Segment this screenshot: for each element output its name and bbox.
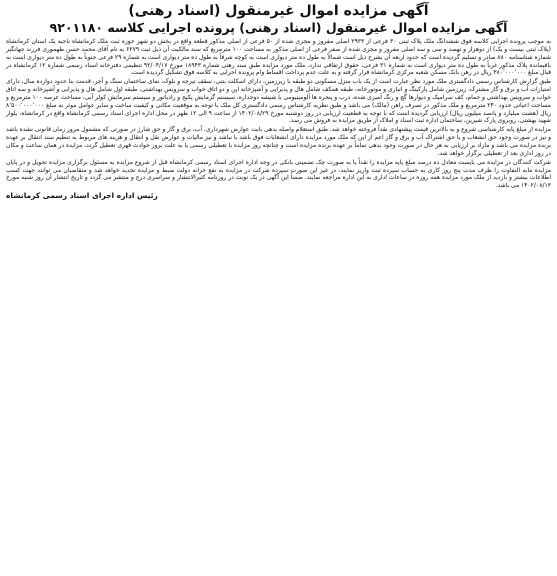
notice-paragraph-deposit: شرکت کنندگان در مزایده می بایست معادل ده درصد مبلغ پایه مزایده را نقداً یا به صورت چک تضمینی بانکی در وجه اداره اجرای اسناد رسمی کرمانشاه قبل از شروع مزایده به مسئول برگزاری مزایده تحویل و در پایان مزایده مابه التفاوت را ظرف مدت پنج روز کاری به حساب سپرده ثبت واریز نمایند، در غیر این صورت سپرده شرکت در مزایده به نفع خزانه دولت ضبط و مزایده تجدید خواهد شد و متقاضیان می توانند جهت کسب اطلاعات بیشتر و بازدید از ملک مورد مزایده همه روزه در ساعات اداری به این اداره مراجعه نمایند. ضمناً این آگهی در یک نوبت در روزنامه کثیرالانتشار و سراسری درج و منتشر می گردد و تاریخ انتشار آن روز شنبه مورخ ۱۴۰۲/۰۸/۱۳ می باشد. — [6, 158, 551, 190]
notice-subtitle: آگهی مزایده اموال غیرمنقول (اسناد رهنی) پرونده اجرایی کلاسه ۹۲۰۱۱۸۰ — [49, 20, 508, 35]
notice-paragraph-property: به موجب پرونده اجرایی کلاسه فوق ششدانگ ملک پلاک ثبتی ۳۰ فرعی از ۲۹۳۳ اصلی مفروز و مجزی شده از ۵۰ فرعی از اصلی مذکور قطعه واقع در بخش دو شهر حوزه ثبت ملک کرمانشاه ناحیه یک استان کرمانشاه (پلاک ثبتی بیست و یک) از دوهزار و نهصد و سی و سه اصلی مفروز و مجزی شده از صفر فرعی از اصلی مذکور به مساحت ۱۰۰ مترمربع که سند مالکیت آن ذیل ثبت ۶۲۷۹ به نام آقای محمد حسن طهموری فرزند جهانگیر شماره شناسنامه ۸۸۰ صادر و تسلیم گردیده است که حدود اربعه آن بشرح ذیل است شمالاً به طول ده متر دیواری است به کوچه شرقاً به طول ده متر دیواری است به شماره ۲۹ فرعی جنوباً به طول ده متر دیواری است به باقیمانده پلاک مذکور غرباً به طول ده متر دیواری است به شماره ۳۱ فرعی، حقوق ارتفاقی ندارد. ملک مورد مزایده طبق سند رهنی شماره ۱۸۹۴۳ مورخ ۹۲/۰۴/۱۷ تنظیمی دفترخانه اسناد رسمی شماره ۱۲ کرمانشاه در قبال مبلغ ۳۸۰٬۰۰۰٬۰۰۰ ریال در رهن بانک مسکن شعبه مرکزی کرمانشاه قرار گرفته و به علت عدم پرداخت اقساط وام پرونده اجرایی به کلاسه فوق تشکیل گردیده است. — [6, 38, 552, 77]
notice-paragraph-terms: مزایده از مبلغ پایه کارشناسی شروع و به بالاترین قیمت پیشنهادی نقداً فروخته خواهد شد. طبق استعلام واصله بدهی بابت عوارض شهرداری، آب، برق و گاز و حق شارژ در صورتی که مشمول مرور زمان قانونی نشده باشد و نیز در صورت وجود حق انشعاب و یا حق اشتراک آب و برق و گاز اعم از این که ملک مورد مزایده دارای انشعابات فوق باشد یا نباشد و نیز مالیات و عوارض نقل و انتقال و هزینه های مربوط به تنظیم سند انتقال بر عهده برنده مزایده می باشد و مازاد بر ارزیابی به هر حال در صورت وجود بدهی تماماً بر عهده برنده مزایده است و چنانچه روز مزایده با تعطیلی رسمی یا به علت بروز حوادث قهری تعطیل گردد، مزایده در همان ساعت و مکان در روز اداری بعد از تعطیلی برگزار خواهد شد. — [6, 126, 551, 157]
notice-paragraph-appraisal: طبق گزارش کارشناس رسمی دادگستری ملک مورد نظر عبارت است از یک باب منزل مسکونی دو طبقه با زیرزمین، دارای اسکلت بتنی، سقف تیرچه و بلوک، نمای ساختمان سنگ و آجر، قدمت بنا حدود دوازده سال، دارای امتیازات آب و برق و گاز مشترک، زیرزمین شامل پارکینگ و انباری و موتورخانه، طبقه همکف شامل هال و پذیرایی و آشپزخانه اپن و دو اتاق خواب و سرویس بهداشتی، طبقه اول شامل هال و پذیرایی و آشپزخانه و سه اتاق خواب و سرویس بهداشتی و حمام، کف سرامیک و دیوارها گچ و رنگ آمیزی شده، درب و پنجره ها آلومینیومی با شیشه دوجداره، سیستم گرمایش پکیج و رادیاتور و سیستم سرمایش کولر آبی، مساحت عرصه ۱۰۰ مترمربع و مساحت اعیانی حدود ۲۴۰ مترمربع و ملک مذکور در تصرف راهن (مالک) می باشد و طبق نظریه کارشناس رسمی دادگستری کل ملک با توجه به موقعیت مکانی و کیفیت ساخت و سایر عوامل موثر به مبلغ ۸٬۵۰۰٬۰۰۰٬۰۰۰ ریال (هشت میلیارد و پانصد میلیون ریال) ارزیابی گردیده است که با توجه به قطعیت ارزیابی در روز دوشنبه مورخ ۱۴۰۲/۰۸/۲۹ از ساعت ۹ الی ۱۲ ظهر در محل اداره اجرای اسناد رسمی کرمانشاه واقع در کرمانشاه، بلوار شهید بهشتی، روبروی پارک شیرین، ساختمان اداره ثبت اسناد و املاک از طریق مزایده به فروش می رسد. — [6, 78, 551, 125]
notice-title: آگهی مزایده اموال غیرمنقول (اسناد رهنی) — [128, 3, 429, 19]
notice-signature: رئیس اداره اجرای اسناد رسمی کرمانشاه — [6, 191, 158, 201]
